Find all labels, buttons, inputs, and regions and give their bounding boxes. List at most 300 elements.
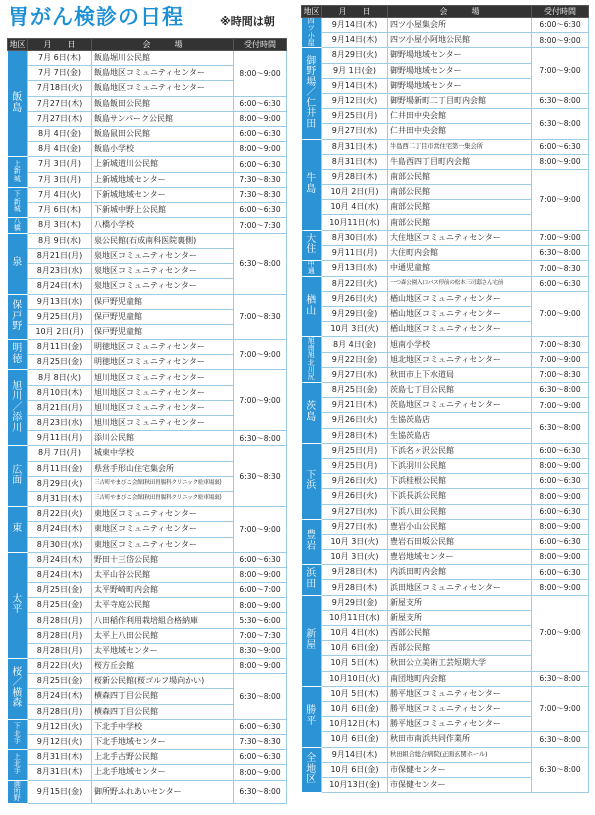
date-cell: 9月27日(水) bbox=[322, 367, 388, 382]
venue-cell: 勝平地区コミュニティセンター bbox=[388, 701, 532, 716]
time-cell: 8:00〜9:00 bbox=[234, 51, 287, 97]
table-row bbox=[8, 294, 287, 309]
venue-cell: 勝平地区コミュニティセンター bbox=[388, 717, 532, 732]
table-row bbox=[8, 172, 287, 187]
district-label: 大住 bbox=[306, 233, 317, 256]
time-cell: 7:00〜9:00 bbox=[532, 686, 589, 732]
table-row bbox=[302, 33, 589, 48]
venue-cell: 西部公民館 bbox=[388, 641, 532, 656]
district-label: 下浜 bbox=[306, 469, 317, 492]
date-cell: 9月14日(木) bbox=[322, 33, 388, 48]
time-cell: 7:00〜9:00 bbox=[532, 48, 589, 94]
district-cell bbox=[302, 18, 322, 48]
venue-cell: 上北手古野公民館 bbox=[92, 750, 234, 765]
table-row bbox=[302, 109, 589, 124]
date-cell: 10月 5日(木) bbox=[322, 656, 388, 671]
time-cell: 6:30〜8:00 bbox=[532, 245, 589, 260]
table-row bbox=[302, 671, 589, 686]
venue-cell: 飯島堀川公民館 bbox=[92, 51, 234, 66]
date-cell: 9月29日(金) bbox=[322, 307, 388, 322]
venue-cell: 飯島小学校 bbox=[92, 142, 234, 157]
district-label: 四ツ小屋 bbox=[307, 17, 315, 48]
time-cell: 6:30〜8:30 bbox=[234, 446, 287, 507]
date-cell: 8月 3日(木) bbox=[28, 218, 92, 234]
date-cell: 10月10日(火) bbox=[322, 671, 388, 686]
date-cell: 9月27日(水) bbox=[322, 124, 388, 139]
date-cell: 8月28日(月) bbox=[28, 628, 92, 643]
venue-cell: 上新城道川公民館 bbox=[92, 157, 234, 172]
table-row bbox=[302, 580, 589, 595]
date-cell: 9月28日(木) bbox=[322, 169, 388, 184]
venue-cell: 旭北地区コミュニティセンター bbox=[388, 352, 532, 367]
venue-cell: 明徳地区コミュニティセンター bbox=[92, 340, 234, 355]
date-cell: 8月25日(金) bbox=[322, 383, 388, 398]
date-cell: 9月26日(火) bbox=[322, 489, 388, 504]
venue-cell: 飯島地区コミュニティセンター bbox=[92, 66, 234, 81]
date-cell: 9月29日(金) bbox=[322, 595, 388, 610]
venue-cell: 泉地区コミュニティセンター bbox=[92, 248, 234, 263]
table-row bbox=[302, 565, 589, 580]
district-label: 楢山 bbox=[306, 295, 317, 317]
time-cell: 7:30〜8:30 bbox=[234, 187, 287, 202]
venue-cell: 桜方丘会館 bbox=[92, 659, 234, 674]
date-cell: 9月14日(木) bbox=[322, 747, 388, 762]
table-row bbox=[8, 765, 287, 780]
venue-cell: 飯島サンパーク公民館 bbox=[92, 111, 234, 126]
date-cell: 9月 1日(金) bbox=[322, 63, 388, 78]
district-label: 桜／横森 bbox=[12, 666, 23, 710]
time-cell: 7:00〜7:30 bbox=[234, 218, 287, 234]
district-label: 全地区 bbox=[306, 753, 317, 786]
district-label: 中通 bbox=[307, 260, 315, 276]
date-cell: 9月14日(木) bbox=[322, 18, 388, 33]
time-cell: 6:30〜8:00 bbox=[234, 780, 287, 803]
date-cell: 10月 6日(金) bbox=[322, 701, 388, 716]
date-cell: 9月27日(水) bbox=[322, 519, 388, 534]
venue-cell: 八橋小学校 bbox=[92, 218, 234, 234]
time-cell: 6:00〜6:30 bbox=[532, 534, 589, 549]
date-cell: 10月11日(水) bbox=[322, 610, 388, 625]
venue-cell: 保戸野児童館 bbox=[92, 309, 234, 324]
venue-cell: 御野場地域センター bbox=[388, 78, 532, 93]
date-cell: 8月23日(水) bbox=[28, 416, 92, 431]
table-row bbox=[8, 157, 287, 172]
table-row bbox=[8, 96, 287, 111]
date-cell: 8月29日(火) bbox=[28, 476, 92, 491]
table-row bbox=[8, 218, 287, 234]
table-row bbox=[302, 413, 589, 428]
date-cell: 10月 4日(水) bbox=[322, 200, 388, 215]
table-row bbox=[8, 598, 287, 613]
district-cell bbox=[8, 780, 28, 803]
district-cell bbox=[302, 519, 322, 565]
time-cell: 6:00〜6:30 bbox=[234, 552, 287, 567]
venue-cell: 仁井田中央会館 bbox=[388, 124, 532, 139]
date-cell: 8月22日(火) bbox=[28, 507, 92, 522]
table-row bbox=[302, 154, 589, 169]
table-row bbox=[8, 567, 287, 582]
venue-cell: 市保健センター bbox=[388, 777, 532, 792]
venue-cell: 南団地町内会館 bbox=[388, 671, 532, 686]
date-cell: 9月26日(火) bbox=[322, 413, 388, 428]
district-cell bbox=[8, 446, 28, 507]
district-label: 広面 bbox=[12, 464, 23, 487]
date-cell: 8月25日(金) bbox=[28, 583, 92, 598]
district-cell bbox=[302, 443, 322, 519]
time-cell: 6:30〜8:00 bbox=[234, 674, 287, 720]
time-cell: 8:00〜9:00 bbox=[532, 458, 589, 473]
district-cell bbox=[302, 261, 322, 277]
time-cell: 7:00〜8:30 bbox=[234, 294, 287, 340]
table-row bbox=[8, 370, 287, 385]
district-label: 明徳 bbox=[12, 343, 23, 365]
date-cell: 8月31日(木) bbox=[322, 154, 388, 169]
venue-cell: 中通児童館 bbox=[388, 261, 532, 277]
venue-cell: 下浜八田公民館 bbox=[388, 504, 532, 519]
time-cell: 6:30〜8:00 bbox=[532, 732, 589, 747]
table-row bbox=[302, 747, 589, 762]
date-cell: 10月 6日(金) bbox=[322, 732, 388, 747]
date-cell: 8月28日(月) bbox=[28, 704, 92, 719]
date-cell: 10月11日(水) bbox=[322, 215, 388, 230]
venue-cell: 東地区コミュニティセンター bbox=[92, 537, 234, 552]
district-label: 太平 bbox=[12, 593, 23, 616]
venue-cell: 牛島西四丁目町内会館 bbox=[388, 154, 532, 169]
date-cell: 9月21日(木) bbox=[322, 398, 388, 413]
date-cell: 9月11日(月) bbox=[28, 431, 92, 446]
district-cell bbox=[8, 750, 28, 780]
date-cell: 8月31日(木) bbox=[322, 139, 388, 154]
time-cell: 6:00〜7:00 bbox=[234, 583, 287, 598]
venue-cell: 下北手中学校 bbox=[92, 719, 234, 734]
table-row bbox=[302, 595, 589, 610]
venue-cell: 秋田公立美術工芸短期大学 bbox=[388, 656, 532, 671]
time-cell: 8:00〜9:00 bbox=[234, 765, 287, 780]
date-cell: 9月28日(木) bbox=[322, 565, 388, 580]
district-cell bbox=[302, 276, 322, 337]
district-label: 下北手 bbox=[13, 722, 21, 746]
table-row bbox=[302, 139, 589, 154]
date-cell: 9月25日(月) bbox=[322, 443, 388, 458]
date-cell: 8月10日(木) bbox=[28, 385, 92, 400]
date-cell: 7月18日(火) bbox=[28, 81, 92, 96]
time-cell: 6:30〜8:00 bbox=[234, 233, 287, 294]
date-cell: 8月28日(月) bbox=[28, 613, 92, 628]
date-cell: 9月13日(水) bbox=[28, 294, 92, 309]
date-cell: 10月 3日(火) bbox=[322, 550, 388, 565]
time-cell: 8:30〜9:00 bbox=[234, 643, 287, 658]
table-row bbox=[302, 352, 589, 367]
date-cell: 7月 3日(月) bbox=[28, 172, 92, 187]
venue-cell: 旭川地区コミュニティセンター bbox=[92, 370, 234, 385]
venue-cell: 横森四丁目公民館 bbox=[92, 704, 234, 719]
district-cell bbox=[302, 48, 322, 139]
time-cell: 8:00〜9:00 bbox=[532, 550, 589, 565]
time-cell: 7:00〜8:30 bbox=[532, 367, 589, 382]
venue-cell: 生協茨島店 bbox=[388, 428, 532, 443]
table-row bbox=[8, 233, 287, 248]
time-cell: 8:00〜9:00 bbox=[532, 519, 589, 534]
time-cell: 6:00〜6:30 bbox=[234, 202, 287, 217]
table-row bbox=[8, 111, 287, 126]
table-row bbox=[302, 93, 589, 108]
venue-cell: 太平野崎町内会館 bbox=[92, 583, 234, 598]
venue-cell: 茨島地区コミュニティセンター bbox=[388, 398, 532, 413]
district-cell bbox=[8, 51, 28, 157]
date-cell: 8月25日(金) bbox=[28, 355, 92, 370]
time-cell: 7:00〜9:00 bbox=[234, 340, 287, 370]
time-cell: 7:00〜9:00 bbox=[532, 398, 589, 413]
venue-cell: 三吉町やまびこ会館(秋田胃腸科クリニック駐車場裏) bbox=[92, 476, 234, 491]
table-row bbox=[8, 340, 287, 355]
district-cell bbox=[302, 595, 322, 686]
time-cell: 6:00〜6:30 bbox=[234, 126, 287, 141]
venue-cell: 泉地区コミュニティセンター bbox=[92, 264, 234, 279]
date-cell: 8月22日(火) bbox=[322, 276, 388, 291]
header-time: 受付時間 bbox=[532, 6, 589, 18]
venue-cell: 下新城中野上公民館 bbox=[92, 202, 234, 217]
date-cell: 10月 2日(月) bbox=[28, 324, 92, 339]
date-cell: 10月 2日(月) bbox=[322, 185, 388, 200]
venue-cell: 保戸野児童館 bbox=[92, 294, 234, 309]
venue-cell: 四ツ小屋集会所 bbox=[388, 18, 532, 33]
venue-cell: 豊岩地域センター bbox=[388, 550, 532, 565]
district-cell bbox=[8, 552, 28, 658]
table-row bbox=[8, 431, 287, 446]
district-label: 旭川／添川 bbox=[12, 380, 23, 434]
venue-cell: 西部公民館 bbox=[388, 626, 532, 641]
time-cell: 8:00〜9:00 bbox=[234, 567, 287, 582]
venue-cell: 御所野ふれあいセンター bbox=[92, 780, 234, 803]
time-cell: 7:00〜8:30 bbox=[532, 337, 589, 352]
venue-cell: 一つ森公園入口バス停前の松本三司邸さん宅前 bbox=[388, 276, 532, 291]
date-cell: 7月27日(木) bbox=[28, 96, 92, 111]
venue-cell: 南部公民館 bbox=[388, 215, 532, 230]
table-row bbox=[302, 474, 589, 489]
time-cell: 8:00〜9:00 bbox=[234, 598, 287, 613]
date-cell: 8月11日(金) bbox=[28, 461, 92, 476]
time-cell: 6:00〜6:30 bbox=[234, 96, 287, 111]
date-cell: 8月25日(金) bbox=[28, 598, 92, 613]
venue-cell: 楢山地区コミュニティセンター bbox=[388, 291, 532, 306]
date-cell: 8月 9日(水) bbox=[28, 233, 92, 248]
date-cell: 9月28日(木) bbox=[322, 428, 388, 443]
venue-cell: 城東中学校 bbox=[92, 446, 234, 461]
time-cell: 7:00〜9:00 bbox=[532, 595, 589, 671]
district-cell bbox=[302, 565, 322, 595]
district-cell bbox=[8, 370, 28, 446]
district-label: 御所野 bbox=[13, 780, 21, 803]
table-row bbox=[302, 230, 589, 245]
venue-cell: 御野場地域センター bbox=[388, 63, 532, 78]
venue-cell: 下浜羽川公民館 bbox=[388, 458, 532, 473]
venue-cell: 野田十三岱公民館 bbox=[92, 552, 234, 567]
district-label: 御野場／仁井田 bbox=[306, 55, 317, 130]
district-label: 新屋 bbox=[306, 629, 317, 651]
venue-cell: 飯島地区コミュニティセンター bbox=[92, 81, 234, 96]
table-row bbox=[8, 583, 287, 598]
venue-cell: 東地区コミュニティセンター bbox=[92, 522, 234, 537]
table-row bbox=[302, 534, 589, 549]
header-district: 地区 bbox=[9, 40, 26, 49]
district-cell bbox=[302, 747, 322, 793]
district-cell bbox=[302, 686, 322, 747]
venue-cell: 太平寺庭公民館 bbox=[92, 598, 234, 613]
district-label: 上北手 bbox=[13, 752, 21, 776]
table-row bbox=[8, 643, 287, 658]
time-cell: 6:00〜6:30 bbox=[532, 139, 589, 154]
header-time: 受付時間 bbox=[234, 39, 287, 51]
venue-cell: 新屋支所 bbox=[388, 595, 532, 610]
schedule-table-left bbox=[7, 38, 287, 804]
venue-cell: 旭川地区コミュニティセンター bbox=[92, 416, 234, 431]
time-cell: 7:00〜7:30 bbox=[234, 628, 287, 643]
time-cell: 6:00〜6:30 bbox=[532, 474, 589, 489]
venue-cell: 下新城地域センター bbox=[92, 187, 234, 202]
district-cell bbox=[8, 340, 28, 370]
date-cell: 8月24日(木) bbox=[28, 522, 92, 537]
time-cell: 6:30〜8:00 bbox=[532, 413, 589, 443]
date-cell: 9月26日(火) bbox=[322, 474, 388, 489]
district-label: 保戸野 bbox=[12, 300, 23, 333]
district-cell bbox=[302, 337, 322, 383]
time-cell: 6:00〜6:30 bbox=[532, 276, 589, 291]
venue-cell: 南部公民館 bbox=[388, 200, 532, 215]
date-cell: 8月24日(木) bbox=[28, 567, 92, 582]
table-row bbox=[8, 613, 287, 628]
venue-cell: 御野場新町二丁目町内会館 bbox=[388, 93, 532, 108]
venue-cell: 南部公民館 bbox=[388, 185, 532, 200]
time-cell: 6:00〜6:30 bbox=[532, 18, 589, 33]
date-cell: 8月30日(水) bbox=[322, 230, 388, 245]
venue-cell: 下浜名ヶ沢公民館 bbox=[388, 443, 532, 458]
header-venue: 会 場 bbox=[388, 6, 532, 18]
table-row bbox=[302, 291, 589, 306]
venue-cell: 仁井田中央会館 bbox=[388, 109, 532, 124]
date-cell: 8月 4日(金) bbox=[28, 126, 92, 141]
venue-cell: 旭南小学校 bbox=[388, 337, 532, 352]
table-row bbox=[302, 337, 589, 352]
page-title: 胃がん検診の日程 bbox=[8, 5, 184, 29]
table-row bbox=[8, 507, 287, 522]
venue-cell: 県営手形山住宅集会所 bbox=[92, 461, 234, 476]
date-cell: 8月 8日(火) bbox=[28, 370, 92, 385]
date-cell: 10月 6日(金) bbox=[322, 641, 388, 656]
time-cell: 7:00〜9:00 bbox=[234, 507, 287, 553]
time-cell: 6:30〜8:00 bbox=[532, 93, 589, 108]
time-cell: 7:30〜8:30 bbox=[234, 172, 287, 187]
table-row bbox=[8, 51, 287, 66]
table-row bbox=[302, 18, 589, 33]
table-row bbox=[8, 780, 287, 803]
date-cell: 8月31日(木) bbox=[28, 765, 92, 780]
district-label: 旭南旭北川尻 bbox=[307, 336, 315, 382]
district-cell bbox=[8, 218, 28, 234]
date-cell: 7月 7日(金) bbox=[28, 66, 92, 81]
table-row bbox=[8, 659, 287, 674]
header-date: 月 日 bbox=[28, 39, 92, 51]
date-cell: 8月 4日(金) bbox=[322, 337, 388, 352]
table-row bbox=[302, 489, 589, 504]
venue-cell: 太平地域センター bbox=[92, 643, 234, 658]
date-cell: 9月12日(火) bbox=[322, 93, 388, 108]
venue-cell: 大住町内会館 bbox=[388, 245, 532, 260]
table-row bbox=[302, 458, 589, 473]
district-cell bbox=[8, 187, 28, 217]
district-cell bbox=[8, 719, 28, 749]
table-row bbox=[302, 169, 589, 184]
table-row bbox=[302, 48, 589, 63]
district-cell bbox=[8, 233, 28, 294]
venue-cell: 太平上八田公民館 bbox=[92, 628, 234, 643]
date-cell: 8月31日(木) bbox=[28, 750, 92, 765]
venue-cell: 下浜桂根公民館 bbox=[388, 474, 532, 489]
district-label: 上新城 bbox=[13, 159, 21, 183]
district-label: 茨島 bbox=[306, 401, 317, 423]
date-cell: 8月22日(火) bbox=[28, 659, 92, 674]
time-cell: 6:30〜8:00 bbox=[532, 671, 589, 686]
venue-cell: 楢山地区コミュニティセンター bbox=[388, 307, 532, 322]
date-cell: 8月11日(金) bbox=[28, 340, 92, 355]
time-cell: 6:00〜6:30 bbox=[532, 504, 589, 519]
table-row bbox=[8, 142, 287, 157]
venue-cell: 保戸野児童館 bbox=[92, 324, 234, 339]
district-cell bbox=[8, 157, 28, 187]
table-row bbox=[8, 734, 287, 749]
table-row bbox=[302, 276, 589, 291]
district-label: 浜田 bbox=[306, 568, 317, 590]
date-cell: 10月 3日(火) bbox=[322, 322, 388, 337]
date-cell: 9月26日(火) bbox=[322, 291, 388, 306]
district-label: 泉 bbox=[12, 257, 23, 269]
district-cell bbox=[8, 507, 28, 553]
time-cell: 6:00〜6:30 bbox=[532, 443, 589, 458]
date-cell: 8月23日(水) bbox=[28, 264, 92, 279]
table-row bbox=[8, 719, 287, 734]
date-cell: 9月25日(月) bbox=[28, 309, 92, 324]
header-date: 月 日 bbox=[322, 6, 388, 18]
venue-cell: 桜新公民館(桜ゴルフ場向かい) bbox=[92, 674, 234, 689]
venue-cell: 下北手地域センター bbox=[92, 734, 234, 749]
venue-cell: 豊岩小山公民館 bbox=[388, 519, 532, 534]
district-label: 牛島 bbox=[306, 173, 317, 195]
time-cell: 8:00〜9:00 bbox=[532, 33, 589, 48]
venue-cell: 東地区コミュニティセンター bbox=[92, 507, 234, 522]
venue-cell: 大住地区コミュニティセンター bbox=[388, 230, 532, 245]
district-label: 勝平 bbox=[306, 705, 317, 727]
time-cell: 7:00〜9:00 bbox=[234, 370, 287, 431]
date-cell: 9月15日(金) bbox=[28, 780, 92, 803]
district-label: 豊岩 bbox=[306, 530, 317, 552]
time-cell: 8:00〜9:00 bbox=[234, 659, 287, 674]
table-row bbox=[302, 367, 589, 382]
venue-cell: 浜田地区コミュニティセンター bbox=[388, 580, 532, 595]
venue-cell: 秋田組合総合病院(正面玄関ホール) bbox=[388, 747, 532, 762]
time-cell: 6:30〜8:00 bbox=[532, 747, 589, 793]
time-cell: 6:30〜8:00 bbox=[532, 383, 589, 398]
venue-cell: 秋田市南浜共同作業所 bbox=[388, 732, 532, 747]
table-row bbox=[302, 504, 589, 519]
time-cell: 8:00〜9:00 bbox=[532, 489, 589, 504]
header-venue: 会 場 bbox=[92, 39, 234, 51]
table-row bbox=[8, 202, 287, 217]
venue-cell: 上新城地域センター bbox=[92, 172, 234, 187]
district-cell bbox=[302, 383, 322, 444]
table-row bbox=[302, 398, 589, 413]
date-cell: 8月31日(木) bbox=[28, 491, 92, 506]
date-cell: 7月 4日(火) bbox=[28, 187, 92, 202]
venue-cell: 泉公民館(石成南科医院裏側) bbox=[92, 233, 234, 248]
